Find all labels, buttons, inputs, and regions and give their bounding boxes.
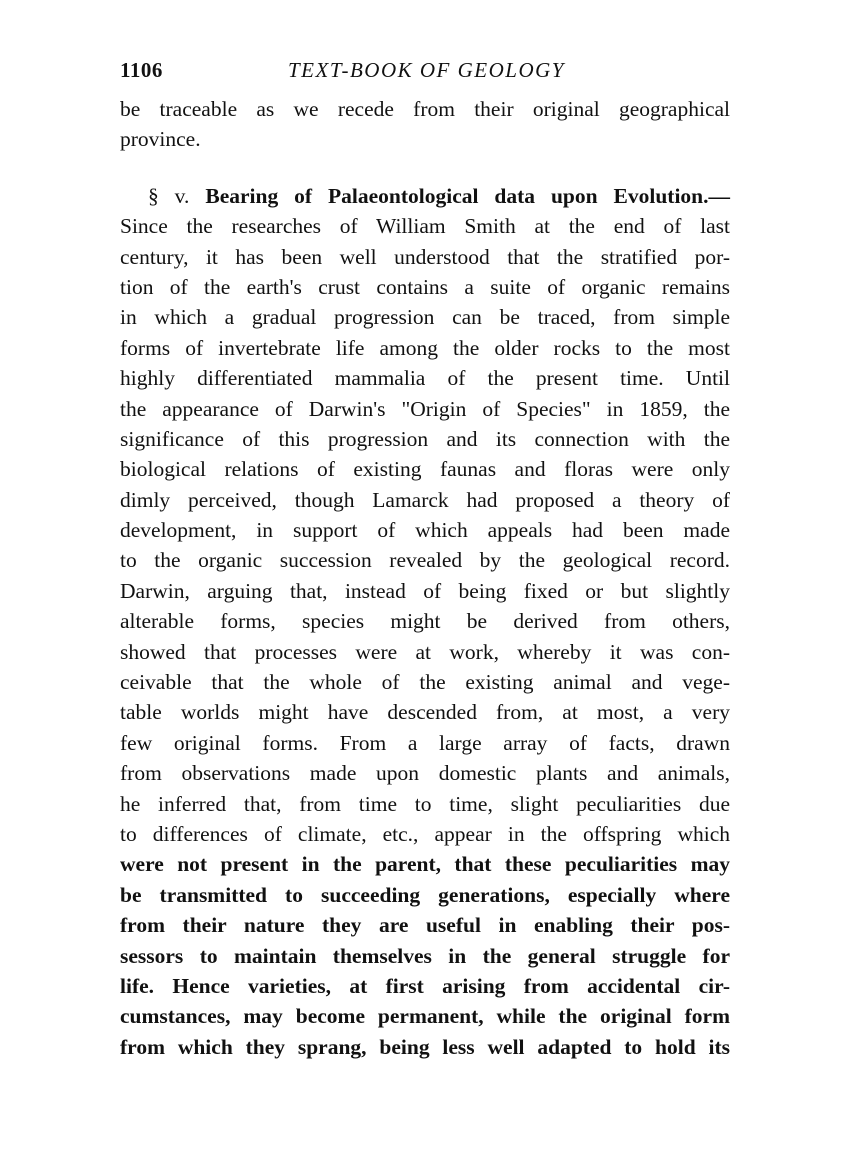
text-line: to differences of climate, etc., appear in the offspring which <box>120 821 730 846</box>
section-mark: § v. <box>148 183 190 208</box>
text-line: development, in support of which appeals had been made <box>120 518 730 543</box>
text-line: province. <box>120 127 201 152</box>
text-line: few original forms. From a large array of facts, drawn <box>120 730 730 755</box>
text-line: the appearance of Darwin's "Origin of Species" in 1859, the <box>120 396 730 421</box>
text-line: tion of the earth's crust contains a suite of organic remains <box>120 274 730 299</box>
text-line: showed that processes were at work, whereby it was con- <box>120 639 730 664</box>
text-line: Darwin, arguing that, instead of being fixed or but slightly <box>120 578 730 603</box>
text-line: to the organic succession revealed by the geological record. <box>120 548 730 573</box>
text-line: biological relations of existing faunas and floras were only <box>120 457 730 482</box>
text-line: dimly perceived, though Lamarck had proposed a theory of <box>120 487 730 512</box>
text-line: from which they sprang, being less well adapted to hold its <box>120 1034 730 1059</box>
text-line: alterable forms, species might be derived from others, <box>120 609 730 634</box>
text-line: be traceable as we recede from their original geographical <box>120 97 730 121</box>
text-line: he inferred that, from time to time, slight peculiarities due <box>120 791 730 816</box>
text-line: were not present in the parent, that these peculiarities may <box>120 852 730 877</box>
text-line: in which a gradual progression can be traced, from simple <box>120 305 730 330</box>
page-number: 1106 <box>120 58 163 82</box>
text-line: from observations made upon domestic plants and animals, <box>120 761 730 786</box>
text-line: ceivable that the whole of the existing animal and vege- <box>120 670 730 695</box>
text-line: century, it has been well understood that the stratified por- <box>120 244 730 269</box>
text-line: be transmitted to succeeding generations, especially where <box>120 882 730 907</box>
section-title: Bearing of Palaeontological data upon Evolution.— <box>205 183 730 208</box>
text-line: from their nature they are useful in enabling their pos- <box>120 913 730 938</box>
text-line: Since the researches of William Smith at the end of last <box>120 214 730 239</box>
text-line: highly differentiated mammalia of the present time. Until <box>120 366 730 391</box>
paragraph-continuation <box>120 94 730 155</box>
running-title: TEXT-BOOK OF GEOLOGY <box>288 58 565 82</box>
text-line: forms of invertebrate life among the older rocks to the most <box>120 335 730 360</box>
text-line: life. Hence varieties, at first arising from accidental cir- <box>120 973 730 998</box>
text-line: sessors to maintain themselves in the general struggle for <box>120 943 730 968</box>
text-line: cumstances, may become permanent, while the original form <box>120 1004 730 1029</box>
section-paragraph <box>120 181 730 1062</box>
text-line: significance of this progression and its connection with the <box>120 426 730 451</box>
running-head <box>120 58 730 94</box>
text-line: table worlds might have descended from, at most, a very <box>120 700 730 725</box>
section-heading <box>120 181 730 211</box>
book-page <box>120 58 730 1062</box>
